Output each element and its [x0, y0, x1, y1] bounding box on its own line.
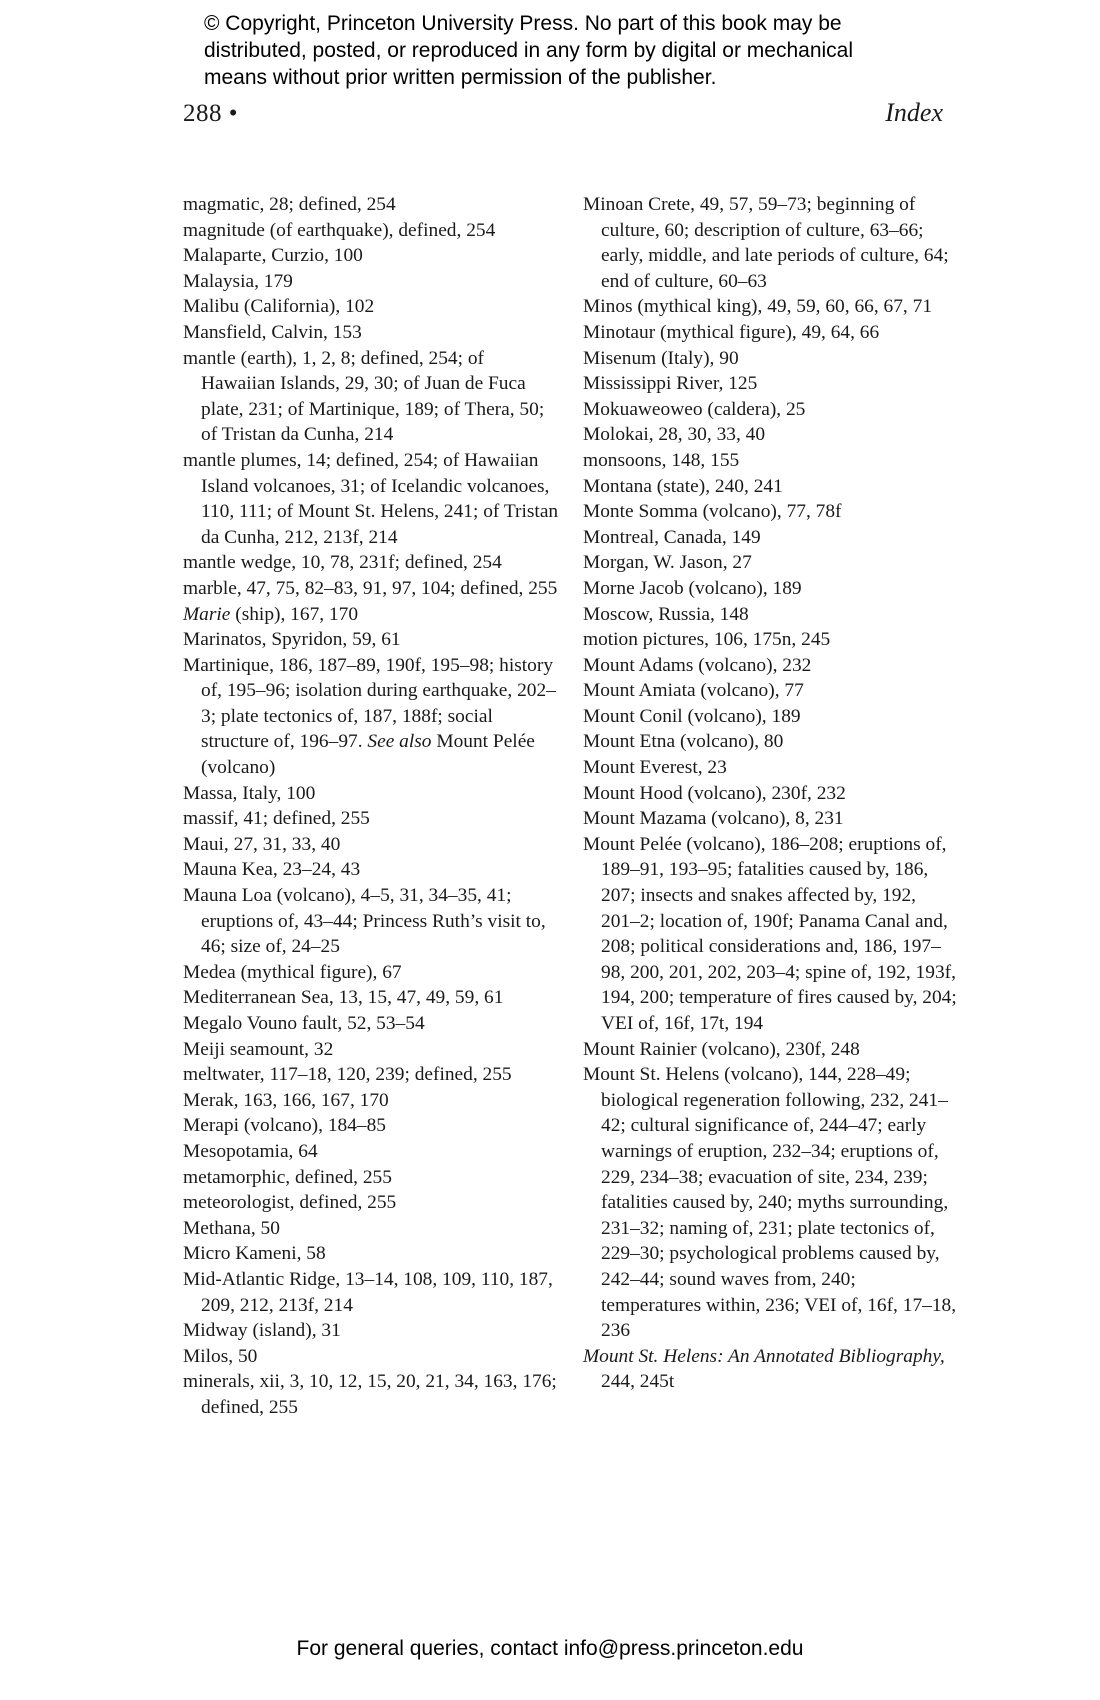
index-entry: Mount Everest, 23 [583, 757, 727, 779]
index-entry: Methana, 50 [183, 1217, 280, 1239]
index-column-left [183, 192, 563, 1421]
index-entry: Mount Adams (volcano), 232 [583, 654, 812, 676]
section-title: Index [885, 98, 943, 127]
index-entry: Mansfield, Calvin, 153 [183, 321, 362, 343]
copyright-line: means without prior written permission of the publisher. [204, 66, 717, 89]
copyright-line: © Copyright, Princeton University Press. No part of this book may be [204, 12, 842, 35]
index-entry: Minos (mythical king), 49, 59, 60, 66, 67, 71 [583, 296, 933, 318]
copyright-notice [204, 10, 1004, 91]
footer-contact: For general queries, contact info@press.princeton.edu [296, 1637, 804, 1660]
index-entry: Martinique, 186, 187–89, 190f, 195–98; history of, 195–96; isolation during earthquake, 202–3; plate tectonics of, 187, 188f; social structure of, 196–97. See also Mount Pelée (volcano) [183, 654, 556, 779]
index-entry: Mount Rainier (volcano), 230f, 248 [583, 1038, 860, 1060]
index-entry: Molokai, 28, 30, 33, 40 [583, 424, 766, 446]
index-entry: massif, 41; defined, 255 [183, 808, 370, 830]
entry-locators: 244, 245t [601, 1371, 675, 1393]
index-entry: Merak, 163, 166, 167, 170 [183, 1089, 389, 1111]
see-also-label: See also [367, 731, 432, 753]
index-entry: mantle (earth), 1, 2, 8; defined, 254; of Hawaiian Islands, 29, 30; of Juan de Fuca plate, 231; of Martinique, 189; of Thera, 50; of Tristan da Cunha, 214 [183, 347, 545, 446]
index-entry: Montreal, Canada, 149 [583, 526, 761, 548]
index-entry: Maui, 27, 31, 33, 40 [183, 833, 341, 855]
index-entry: Morgan, W. Jason, 27 [583, 552, 752, 574]
index-entry: Mount Hood (volcano), 230f, 232 [583, 782, 846, 804]
index-entry: Megalo Vouno fault, 52, 53–54 [183, 1013, 425, 1034]
index-entry: Mediterranean Sea, 13, 15, 47, 49, 59, 61 [183, 987, 504, 1009]
book-title: Mount St. Helens: An Annotated Bibliography, [583, 1345, 945, 1367]
index-entry: Midway (island), 31 [183, 1320, 341, 1342]
index-entry: Mount Mazama (volcano), 8, 231 [583, 808, 844, 830]
index-entry: Mount St. Helens (volcano), 144, 228–49; biological regeneration following, 232, 241–42; cultural significance of, 244–47; early warnings of eruption, 232–34; eruptions of, 229, 234–38; evacuation of site, 234, 239; fatalities caused by, 240; myths surrounding, 231–32; naming of, 231; plate tectonics of, 229–30; psychological problems caused by, 242–44; sound waves from, 240; temperatures within, 236; VEI of, 16f, 17–18, 236 [583, 1064, 957, 1342]
index-entry: Mesopotamia, 64 [183, 1140, 318, 1162]
index-entry: Medea (mythical figure), 67 [183, 961, 402, 983]
index-entry: magmatic, 28; defined, 254 [183, 194, 396, 215]
index-entry: Mississippi River, 125 [583, 373, 758, 395]
index-entry: Mid-Atlantic Ridge, 13–14, 108, 109, 110, 187, 209, 212, 213f, 214 [183, 1268, 553, 1316]
index-entry: Massa, Italy, 100 [183, 782, 316, 804]
index-entry: Malibu (California), 102 [183, 296, 375, 318]
index-entry: mantle wedge, 10, 78, 231f; defined, 254 [183, 552, 502, 574]
index-entry: Meiji seamount, 32 [183, 1038, 334, 1060]
index-entry: monsoons, 148, 155 [583, 449, 740, 471]
index-entry-marie [183, 602, 563, 628]
index-entry: Monte Somma (volcano), 77, 78f [583, 501, 842, 523]
index-entry: Micro Kameni, 58 [183, 1243, 326, 1265]
page-number: 288 • [183, 100, 239, 127]
index-entry: Mount Etna (volcano), 80 [583, 731, 784, 753]
index-entry-bibliography [583, 1344, 958, 1395]
index-entry: Moscow, Russia, 148 [583, 603, 749, 625]
index-entry: mantle plumes, 14; defined, 254; of Hawaiian Island volcanoes, 31; of Icelandic volcanoes, 110, 111; of Mount St. Helens, 241; of Tristan da Cunha, 212, 213f, 214 [183, 449, 559, 548]
index-entry: metamorphic, defined, 255 [183, 1166, 392, 1188]
index-entry: Mount Pelée (volcano), 186–208; eruptions of, 189–91, 193–95; fatalities caused by, 186, 207; insects and snakes affected by, 192, 201–2; location of, 190f; Panama Canal and, 208; political considerations and, 186, 197–98, 200, 201, 202, 203–4; spine of, 192, 193f, 194, 200; temperature of fires caused by, 204; VEI of, 16f, 17t, 194 [583, 833, 957, 1034]
entry-locators: (ship), 167, 170 [230, 603, 359, 625]
ship-name: Marie [183, 603, 231, 625]
index-entry: Morne Jacob (volcano), 189 [583, 577, 802, 599]
index-entry: meltwater, 117–18, 120, 239; defined, 255 [183, 1064, 512, 1086]
index-entry: Mount Amiata (volcano), 77 [583, 680, 804, 702]
index-entry: Minotaur (mythical figure), 49, 64, 66 [583, 321, 880, 343]
index-entry: Mokuaweoweo (caldera), 25 [583, 398, 806, 420]
index-entry: Merapi (volcano), 184–85 [183, 1115, 387, 1137]
index-entry: Mount Conil (volcano), 189 [583, 705, 801, 727]
index-entry: marble, 47, 75, 82–83, 91, 97, 104; defined, 255 [183, 577, 558, 599]
index-entry: motion pictures, 106, 175n, 245 [583, 629, 831, 651]
index-entry: Malaysia, 179 [183, 270, 293, 292]
index-column-right [583, 192, 958, 1395]
index-entry: magnitude (of earthquake), defined, 254 [183, 219, 496, 241]
index-entry: meteorologist, defined, 255 [183, 1192, 397, 1214]
index-entry: Malaparte, Curzio, 100 [183, 245, 363, 267]
index-entry: Milos, 50 [183, 1345, 258, 1367]
index-entry: Mauna Kea, 23–24, 43 [183, 859, 361, 881]
index-entry: Misenum (Italy), 90 [583, 347, 739, 369]
index-entry: Marinatos, Spyridon, 59, 61 [183, 629, 401, 651]
index-entry: Mauna Loa (volcano), 4–5, 31, 34–35, 41; eruptions of, 43–44; Princess Ruth’s visit to, 46; size of, 24–25 [183, 885, 546, 958]
index-entry: Montana (state), 240, 241 [583, 475, 783, 497]
index-entry: Minoan Crete, 49, 57, 59–73; beginning of culture, 60; description of culture, 63–66; early, middle, and late periods of culture, 64; end of culture, 60–63 [583, 194, 949, 292]
index-entry: minerals, xii, 3, 10, 12, 15, 20, 21, 34, 163, 176; defined, 255 [183, 1371, 557, 1418]
copyright-line: distributed, posted, or reproduced in any form by digital or mechanical [204, 39, 854, 62]
running-head [183, 98, 943, 128]
